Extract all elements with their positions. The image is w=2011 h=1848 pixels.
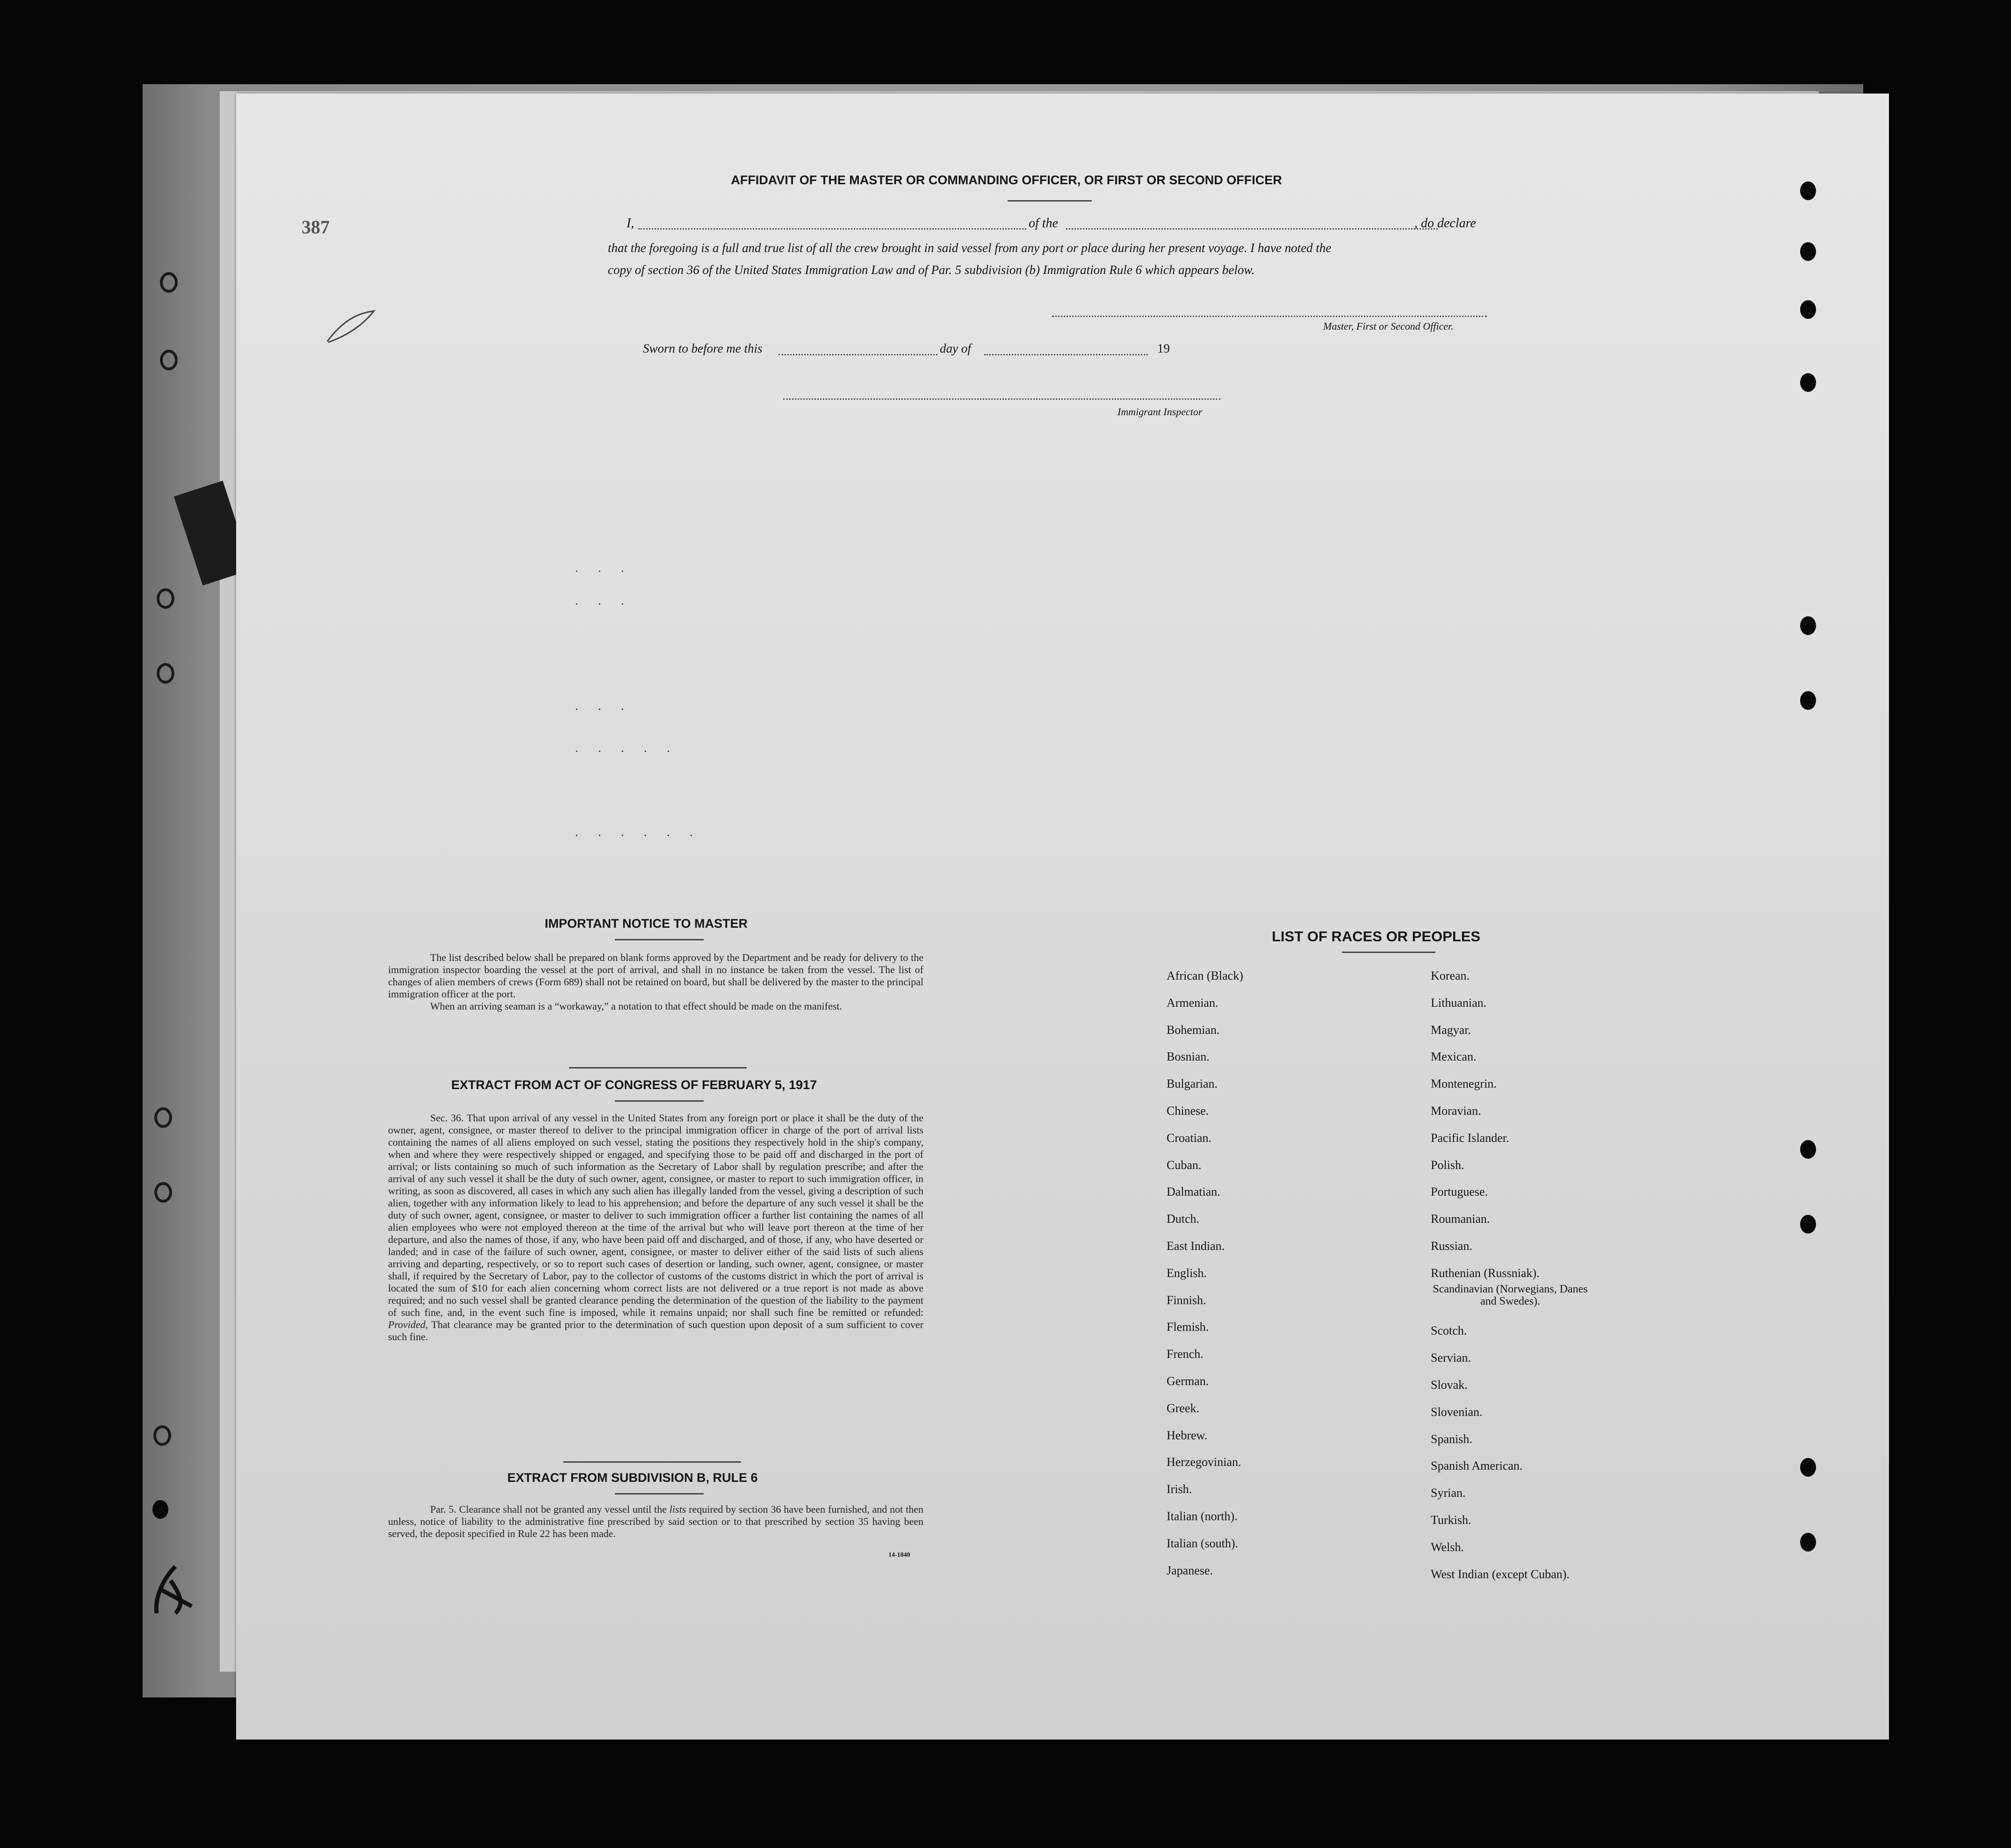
race-item: Portuguese. (1431, 1185, 1488, 1199)
sec-text: That upon arrival of any vessel in the United States from any foreign port or place it shall be the duty of the owner, agent, consignee, or master thereof to deliver to the principal immigration officer in charge of the port of arrival lists containing the names of all aliens employed on such vessel, stating the positions they respectively hold in the ship's company, when and where they were respectively shipped or engaged, and specifying those to be paid off and discharged in the port of arrival; or lists containing so much of such information as the Secretary of Labor shall by regulation prescribe; and after the arrival of any such vessel it shall be the duty of such owner, agent, consignee, or master to report to such immigration officer, in writing, as soon as discovered, all cases in which any such alien has illegally landed from the vessel, giving a description of such alien, together with any information likely to lead to his apprehension; and before the departure of any such vessel it shall be the duty of such owner, agent, consignee, or master to deliver to such immigration officer a further list containing the names of all alien employees who were not employed thereon at the time of the arrival but who will leave port thereon at the time of her departure, and also the names of those, if any, who have been paid off and discharged, and of those, if any, who have deserted or landed; and in case of the failure of such owner, agent, consignee, or master to deliver either of the said lists of such aliens arriving and departing, respectively, or so to report such cases of desertion or landing, such owner, agent, consignee, or master shall, if required by the Secretary of Labor, pay to the collector of customs of the customs district in which the port of arrival is located the sum of $10 for each alien concerning whom correct lists are not delivered or a true report is not made as above required; and no such vessel shall be granted clearance pending the determination of the question of the liability to the payment of such fine, and, in the event such fine is imposed, while it remains unpaid; nor shall such fine be remitted or refunded: (388, 1112, 924, 1318)
race-item: Ruthenian (Russniak). (1431, 1266, 1540, 1280)
binder-hole-icon (157, 663, 174, 684)
ink-mark-icon (147, 1562, 199, 1618)
sec-text-end: That clearance may be granted prior to the determination of such question upon deposit of a sum sufficient to cover such fine. (388, 1319, 923, 1343)
race-item: Bosnian. (1167, 1050, 1210, 1064)
extract-rule-body (388, 1503, 923, 1540)
punch-hole-icon (1800, 616, 1816, 635)
sec-label: Sec. 36. (430, 1112, 464, 1124)
bleed-through-marks: . . . (575, 594, 633, 607)
inspector-label: Immigrant Inspector (1117, 406, 1203, 418)
race-item: Slovenian. (1431, 1405, 1483, 1419)
notice-body (388, 952, 923, 1012)
race-item: Bohemian. (1167, 1023, 1220, 1037)
affidavit-line3: copy of section 36 of the United States Immigration Law and of Par. 5 subdivision (b) Immigration Rule 6 which appears below. (608, 263, 1255, 277)
binder-hole-icon (157, 588, 174, 609)
race-item: Finnish. (1167, 1293, 1206, 1307)
name-blank (638, 228, 1026, 230)
race-item: English. (1167, 1266, 1207, 1280)
race-item: Russian. (1431, 1239, 1472, 1253)
race-item: West Indian (except Cuban). (1431, 1567, 1570, 1581)
punch-hole-icon (1800, 300, 1816, 319)
race-item: Syrian. (1431, 1486, 1466, 1500)
race-item: Dutch. (1167, 1212, 1200, 1226)
sworn-day-blank (778, 354, 937, 355)
punch-hole-icon (1800, 1140, 1816, 1159)
sworn-year: 19 (1157, 341, 1170, 355)
race-item: German. (1167, 1374, 1209, 1388)
race-item: Irish. (1167, 1482, 1192, 1496)
extract-act-body (388, 1112, 923, 1343)
race-item: Croatian. (1167, 1131, 1212, 1145)
affidavit-line2: that the foregoing is a full and true list of all the crew brought in said vessel from any port or place during her present voyage. I have noted the (608, 241, 1332, 255)
race-item: Montenegrin. (1431, 1077, 1497, 1091)
affidavit-line1-of: of the (1029, 216, 1058, 231)
notice-title: IMPORTANT NOTICE TO MASTER (545, 917, 748, 931)
inspector-signature-line (783, 398, 1220, 400)
race-item: Spanish. (1431, 1432, 1472, 1446)
sworn-prefix: Sworn to before me this (643, 341, 763, 355)
race-item: Hebrew. (1167, 1428, 1208, 1442)
race-item: Slovak. (1431, 1378, 1468, 1392)
race-item: Moravian. (1431, 1104, 1481, 1118)
race-item: Welsh. (1431, 1540, 1464, 1554)
punch-hole-icon (1800, 691, 1816, 710)
affidavit-title: AFFIDAVIT OF THE MASTER OR COMMANDING OFFICER, OR FIRST OR SECOND OFFICER (731, 173, 1282, 187)
master-signature-line (1052, 316, 1487, 317)
race-item: Magyar. (1431, 1023, 1471, 1037)
race-item: Scandinavian (Norwegians, Danes and Swedes). (1433, 1283, 1588, 1307)
rule-text-lists: lists (669, 1503, 686, 1515)
bleed-through-marks: . . . . . . (575, 825, 701, 839)
sworn-month-blank (984, 354, 1148, 355)
master-signature-label: Master, First or Second Officer. (1323, 320, 1454, 332)
margin-number: 387 (302, 217, 330, 238)
race-item: Italian (north). (1167, 1509, 1238, 1523)
race-item: East Indian. (1167, 1239, 1225, 1253)
race-item: French. (1167, 1347, 1204, 1361)
races-title: LIST OF RACES OR PEOPLES (1272, 928, 1481, 945)
race-item: Herzegovinian. (1167, 1455, 1241, 1469)
extract-act-title: EXTRACT FROM ACT OF CONGRESS OF FEBRUARY 5, 1917 (451, 1078, 817, 1092)
race-item: Roumanian. (1431, 1212, 1490, 1226)
race-item: African (Black) (1167, 969, 1243, 982)
binder-hole-icon (160, 272, 178, 293)
race-item: Servian. (1431, 1351, 1471, 1365)
affidavit-line1-declare: , do declare (1414, 216, 1476, 231)
bleed-through-marks: . . . (575, 699, 633, 713)
race-item: Italian (south). (1167, 1536, 1239, 1550)
bleed-through-marks: . . . (575, 561, 633, 575)
affidavit-line1-i: I, (627, 216, 634, 231)
binder-hole-icon (160, 350, 178, 370)
notice-paragraph-1: The list described below shall be prepared on blank forms approved by the Department and be ready for delivery to the immigration inspector boarding the vessel at the port of arrival, and shall in no instance be taken from the vessel. The list of changes of alien members of crews (Form 689) shall not be retained on board, but shall be delivered by the master to the principal immigration officer at the port. (388, 952, 923, 1000)
affidavit-title-rule (1008, 200, 1092, 202)
section-divider (563, 1461, 741, 1463)
race-item: Armenian. (1167, 996, 1218, 1010)
race-item: Mexican. (1431, 1050, 1477, 1064)
extract-rule-title: EXTRACT FROM SUBDIVISION B, RULE 6 (507, 1471, 758, 1485)
form-number: 14-1840 (888, 1552, 910, 1559)
notice-paragraph-2: When an arriving seaman is a “workaway,” a notation to that effect should be made on the manifest. (430, 1000, 842, 1012)
binder-hole-icon (154, 1182, 172, 1203)
punch-hole-icon (1800, 242, 1816, 261)
race-item: Flemish. (1167, 1320, 1209, 1334)
binder-hole-icon (152, 1500, 168, 1519)
race-item: Bulgarian. (1167, 1077, 1218, 1091)
race-item: Greek. (1167, 1401, 1200, 1415)
race-item: Scotch. (1431, 1324, 1467, 1338)
vessel-blank (1066, 228, 1438, 230)
extract-act-title-rule (615, 1100, 704, 1102)
race-item: Spanish American. (1431, 1459, 1523, 1473)
race-item: Japanese. (1167, 1563, 1213, 1577)
race-item: Korean. (1431, 969, 1470, 982)
rule-text-b: required by section 36 have been furnished, and not then unless, notice of liability to the administrative fine prescribed by said section or to that prescribed by section 35 having been served, the deposit specified in Rule 22 has been made. (388, 1503, 924, 1539)
race-item: Pacific Islander. (1431, 1131, 1509, 1145)
extract-rule-paragraph (388, 1503, 923, 1540)
manifest-back-page (236, 94, 1889, 1740)
binder-hole-icon (154, 1107, 172, 1128)
rule-text-a: Par. 5. Clearance shall not be granted any vessel until the (430, 1503, 667, 1515)
provided-word: Provided, (388, 1319, 428, 1330)
race-item: Dalmatian. (1167, 1185, 1220, 1199)
section-divider (569, 1067, 747, 1068)
extract-rule-title-rule (615, 1493, 704, 1494)
sworn-day-of: day of (940, 341, 971, 355)
notice-title-rule (615, 939, 704, 940)
race-item: Turkish. (1431, 1513, 1471, 1527)
race-item: Cuban. (1167, 1158, 1202, 1172)
race-item: Chinese. (1167, 1104, 1209, 1118)
race-item: Polish. (1431, 1158, 1464, 1172)
punch-hole-icon (1800, 1215, 1816, 1234)
punch-hole-icon (1800, 1458, 1816, 1477)
extract-act-paragraph (388, 1112, 923, 1343)
pencil-mark-icon (323, 309, 379, 346)
binder-hole-icon (153, 1425, 171, 1446)
punch-hole-icon (1800, 1533, 1816, 1552)
punch-hole-icon (1800, 373, 1816, 392)
race-item: Lithuanian. (1431, 996, 1487, 1010)
races-title-rule (1342, 952, 1435, 953)
bleed-through-marks: . . . . . (575, 741, 678, 755)
